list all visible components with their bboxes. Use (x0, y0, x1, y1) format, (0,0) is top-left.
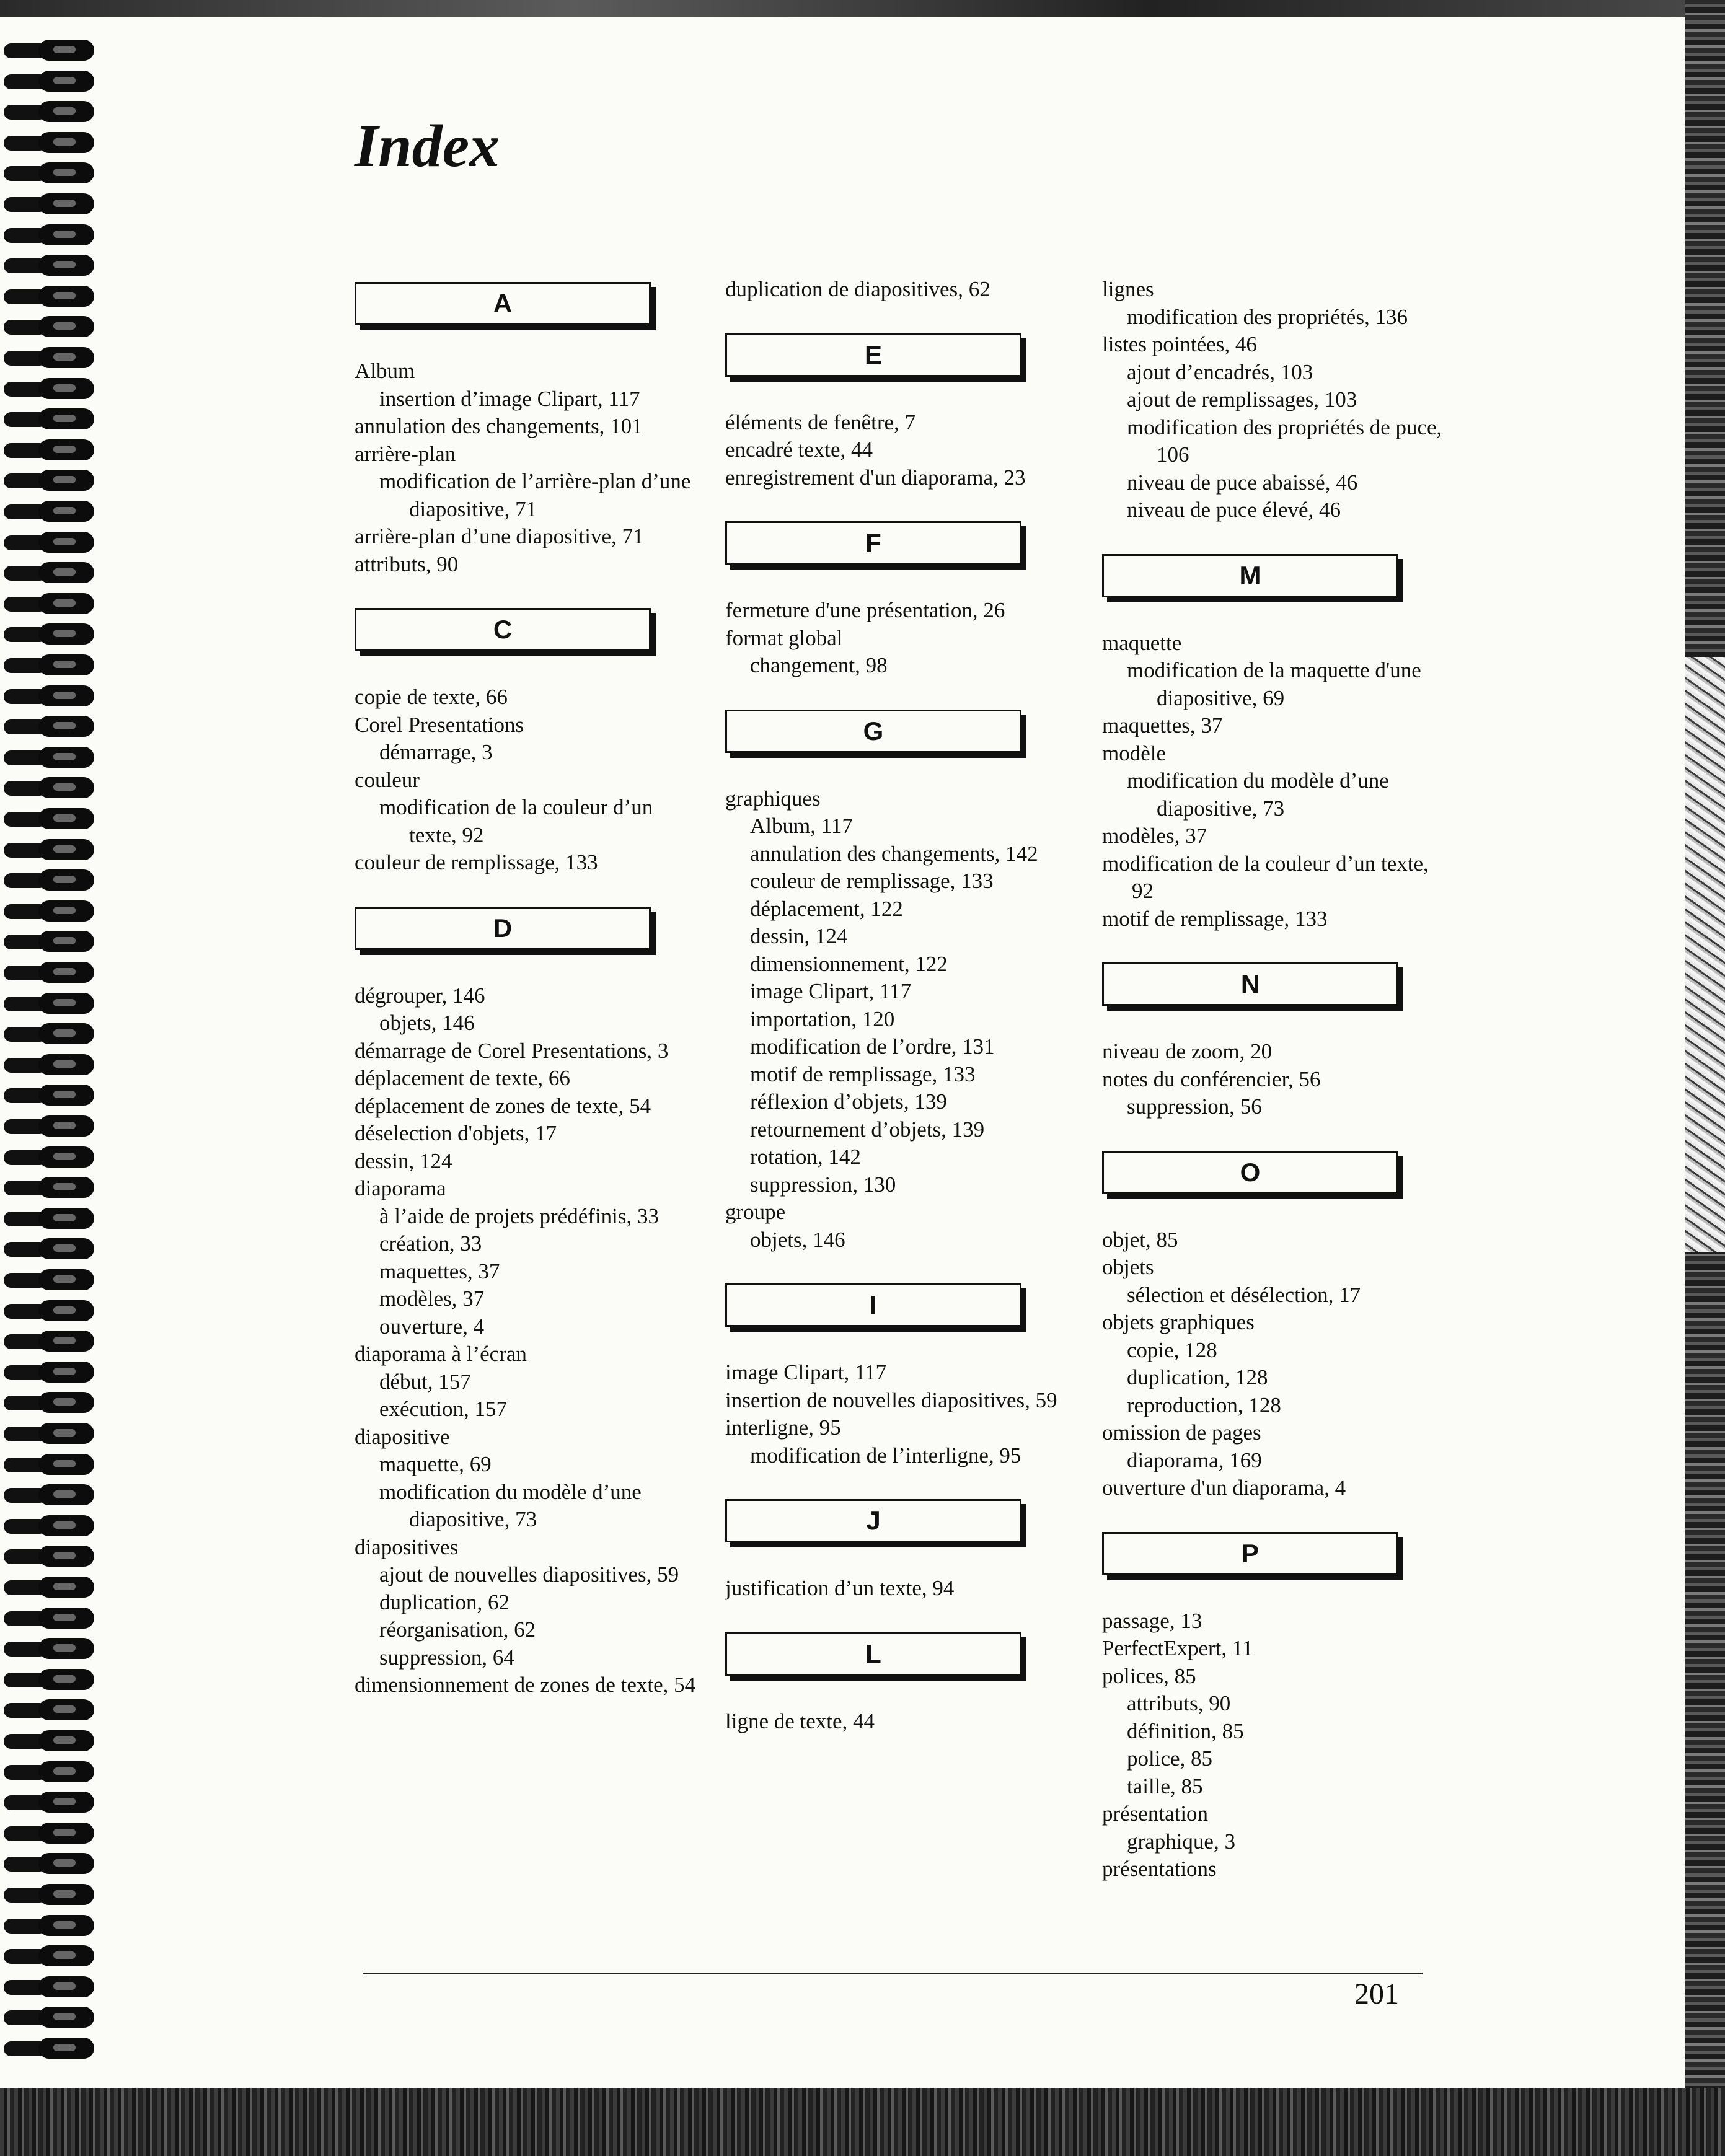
index-subentry: suppression, 64 (379, 1645, 514, 1670)
binding-ring (4, 1267, 94, 1293)
binding-ring (4, 1359, 94, 1385)
index-subentry: suppression, 56 (1127, 1094, 1262, 1119)
binding-ring (4, 37, 94, 63)
binding-ring (4, 2035, 94, 2061)
index-subentry: ouverture, 4 (379, 1314, 485, 1339)
binding-ring (4, 1298, 94, 1324)
binding-ring (4, 1543, 94, 1569)
index-entry: enregistrement d'un diaporama, 23 (725, 465, 1026, 490)
binding-ring (4, 775, 94, 801)
letter-heading-e: E (725, 333, 1021, 377)
binding-ring (4, 498, 94, 524)
index-entry: déplacement de texte, 66 (355, 1066, 570, 1090)
index-subentry: modification de la couleur d’un texte, 92 (379, 795, 653, 847)
index-entry: listes pointées, 46 (1102, 332, 1257, 356)
index-entry-list (1102, 1038, 1449, 1121)
index-entry-list (725, 1575, 1072, 1603)
index-subentry: annulation des changements, 142 (750, 841, 1038, 866)
index-subentry: création, 33 (379, 1231, 482, 1256)
index-entry-list (725, 597, 1072, 680)
index-entry: modèle (1102, 741, 1167, 765)
binding-ring (4, 867, 94, 893)
index-entry: arrière-plan (355, 441, 456, 466)
letter-heading-o: O (1102, 1151, 1398, 1194)
index-entry: dimensionnement de zones de texte, 54 (355, 1673, 696, 1697)
binding-ring (4, 1943, 94, 1969)
index-column-2 (725, 276, 1072, 1765)
index-subentry: insertion d’image Clipart, 117 (379, 386, 640, 411)
index-entry: passage, 13 (1102, 1608, 1202, 1633)
index-entry: motif de remplissage, 133 (1102, 906, 1328, 931)
index-entry: duplication de diapositives, 62 (725, 277, 990, 301)
binding-ring (4, 345, 94, 371)
index-subentry: réorganisation, 62 (379, 1617, 536, 1642)
index-subentry: police, 85 (1127, 1746, 1213, 1771)
page-number: 201 (1354, 1978, 1399, 2010)
index-subentry: déplacement, 122 (750, 896, 903, 921)
binding-ring (4, 1021, 94, 1047)
index-subentry: modification de l’arrière-plan d’une diapositive, 71 (379, 469, 691, 521)
scan-bottom-edge (0, 2088, 1725, 2156)
binding-ring (4, 990, 94, 1016)
index-entry: dégrouper, 146 (355, 983, 485, 1008)
binding-ring (4, 928, 94, 954)
index-subentry: changement, 98 (750, 653, 888, 677)
index-subentry: graphique, 3 (1127, 1829, 1235, 1854)
letter-heading-p: P (1102, 1532, 1398, 1575)
binding-ring (4, 1420, 94, 1446)
letter-heading-g: G (725, 710, 1021, 753)
index-entry-list (1102, 1608, 1449, 1883)
index-entry: ouverture d'un diaporama, 4 (1102, 1476, 1346, 1500)
binding-ring (4, 591, 94, 617)
binding-ring (4, 1451, 94, 1477)
index-subentry: modification des propriétés, 136 (1127, 304, 1408, 329)
index-entry: Corel Presentations (355, 712, 524, 737)
binding-ring (4, 1052, 94, 1078)
index-subentry: attributs, 90 (1127, 1691, 1231, 1715)
index-entry: omission de pages (1102, 1420, 1261, 1445)
binding-ring (4, 283, 94, 309)
index-entry: dessin, 124 (355, 1148, 452, 1173)
index-subentry: Album, 117 (750, 814, 853, 838)
index-entry: diapositives (355, 1534, 459, 1559)
index-entry: modèles, 37 (1102, 824, 1207, 848)
index-subentry: ajout de remplissages, 103 (1127, 387, 1357, 411)
letter-heading-c: C (355, 608, 651, 651)
index-subentry: exécution, 157 (379, 1397, 508, 1421)
index-subentry: objets, 146 (750, 1227, 845, 1252)
index-entry-list (355, 358, 702, 578)
binding-ring (4, 621, 94, 647)
index-entry: arrière-plan d’une diapositive, 71 (355, 524, 644, 548)
index-subentry: retournement d’objets, 139 (750, 1117, 985, 1142)
letter-heading-d: D (355, 907, 651, 950)
index-entry: présentations (1102, 1857, 1217, 1881)
binding-ring (4, 529, 94, 555)
binding-ring (4, 959, 94, 985)
binding-ring (4, 898, 94, 924)
binding-ring (4, 683, 94, 709)
binding-ring (4, 160, 94, 186)
letter-heading-l: L (725, 1632, 1021, 1676)
index-subentry: motif de remplissage, 133 (750, 1062, 976, 1086)
index-entry-list (1102, 276, 1449, 524)
index-subentry: image Clipart, 117 (750, 979, 912, 1003)
index-entry: Album (355, 359, 415, 383)
binding-ring (4, 1389, 94, 1415)
index-entry: justification d’un texte, 94 (725, 1576, 955, 1600)
binding-ring (4, 652, 94, 678)
binding-ring (4, 68, 94, 94)
binding-ring (4, 1820, 94, 1846)
index-entry: PerfectExpert, 11 (1102, 1636, 1253, 1660)
index-entry: attributs, 90 (355, 552, 459, 576)
index-entry-list (725, 785, 1072, 1254)
binding-ring (4, 406, 94, 432)
index-entry: couleur (355, 767, 420, 792)
index-entry-list (725, 276, 1072, 304)
index-entry: insertion de nouvelles diapositives, 59 (725, 1388, 1057, 1412)
index-entry: diaporama (355, 1176, 446, 1200)
index-column-3 (1102, 276, 1449, 1913)
scan-right-noise (1685, 657, 1725, 1252)
binding-ring (4, 806, 94, 832)
index-entry: graphiques (725, 786, 821, 811)
index-subentry: dimensionnement, 122 (750, 951, 948, 976)
index-entry: lignes (1102, 277, 1154, 301)
index-entry: modification de la couleur d’un texte, 92 (1102, 851, 1429, 903)
index-entry: déplacement de zones de texte, 54 (355, 1093, 651, 1118)
index-entry: diaporama à l’écran (355, 1342, 527, 1366)
binding-ring (4, 1082, 94, 1108)
index-subentry: niveau de puce abaissé, 46 (1127, 470, 1358, 495)
index-subentry: maquettes, 37 (379, 1259, 500, 1283)
binding-ring (4, 1513, 94, 1539)
index-entry: format global (725, 625, 843, 650)
binding-ring (4, 1789, 94, 1815)
binding-ring (4, 1666, 94, 1692)
index-column-1 (355, 276, 702, 1729)
index-subentry: ajout de nouvelles diapositives, 59 (379, 1562, 679, 1586)
binding-ring (4, 1174, 94, 1200)
letter-heading-n: N (1102, 962, 1398, 1006)
binding-ring (4, 222, 94, 248)
binding-ring (4, 1635, 94, 1661)
spiral-binding (0, 37, 99, 2082)
index-subentry: modification du modèle d’une diapositive, 73 (379, 1479, 642, 1531)
index-entry: démarrage de Corel Presentations, 3 (355, 1038, 669, 1063)
index-entry-list (355, 982, 702, 1699)
index-subentry: modification de la maquette d'une diapositive, 69 (1127, 658, 1421, 710)
binding-ring (4, 191, 94, 217)
binding-ring (4, 1205, 94, 1231)
binding-ring (4, 467, 94, 493)
index-entry: fermeture d'une présentation, 26 (725, 598, 1005, 622)
binding-ring (4, 560, 94, 586)
index-subentry: définition, 85 (1127, 1718, 1244, 1743)
binding-ring (4, 314, 94, 340)
binding-ring (4, 1482, 94, 1508)
index-subentry: modification de l’ordre, 131 (750, 1034, 995, 1058)
index-entry: présentation (1102, 1802, 1209, 1826)
index-entry-list (1102, 630, 1449, 933)
index-subentry: maquette, 69 (379, 1452, 492, 1476)
index-entry: objet, 85 (1102, 1227, 1178, 1252)
letter-heading-m: M (1102, 554, 1398, 597)
binding-ring (4, 1328, 94, 1354)
index-entry: objets graphiques (1102, 1310, 1255, 1334)
index-subentry: modification de l’interligne, 95 (750, 1443, 1021, 1467)
index-subentry: niveau de puce élevé, 46 (1127, 498, 1341, 522)
index-subentry: couleur de remplissage, 133 (750, 869, 994, 893)
index-subentry: début, 157 (379, 1369, 471, 1394)
binding-ring (4, 99, 94, 125)
index-subentry: réflexion d’objets, 139 (750, 1089, 947, 1114)
index-entry: diapositive (355, 1424, 450, 1449)
footer-rule (363, 1973, 1423, 1974)
letter-heading-i: I (725, 1283, 1021, 1327)
index-entry: maquettes, 37 (1102, 713, 1223, 737)
index-entry: interligne, 95 (725, 1415, 841, 1440)
binding-ring (4, 744, 94, 770)
scan-top-edge (0, 0, 1725, 17)
binding-ring (4, 1728, 94, 1754)
index-entry: notes du conférencier, 56 (1102, 1067, 1321, 1091)
index-entry-list (1102, 1226, 1449, 1502)
index-entry: objets (1102, 1255, 1154, 1279)
index-entry: maquette (1102, 630, 1182, 655)
binding-ring (4, 1574, 94, 1600)
letter-heading-a: A (355, 282, 651, 325)
index-subentry: taille, 85 (1127, 1774, 1203, 1798)
index-entry: niveau de zoom, 20 (1102, 1039, 1273, 1063)
index-subentry: à l’aide de projets prédéfinis, 33 (379, 1203, 659, 1228)
binding-ring (4, 1881, 94, 1907)
index-entry: polices, 85 (1102, 1663, 1196, 1688)
index-entry: image Clipart, 117 (725, 1360, 887, 1384)
index-entry: groupe (725, 1200, 786, 1224)
binding-ring (4, 1236, 94, 1262)
binding-ring (4, 252, 94, 278)
index-subentry: sélection et désélection, 17 (1127, 1282, 1361, 1307)
index-subentry: objets, 146 (379, 1011, 475, 1035)
binding-ring (4, 1974, 94, 2000)
index-subentry: dessin, 124 (750, 924, 848, 948)
index-entry: déselection d'objets, 17 (355, 1121, 557, 1145)
page-title: Index (355, 113, 500, 180)
binding-ring (4, 1697, 94, 1723)
index-entry-list (725, 1708, 1072, 1736)
index-entry-list (355, 684, 702, 877)
index-subentry: duplication, 62 (379, 1590, 510, 1614)
letter-heading-j: J (725, 1499, 1021, 1542)
index-entry-list (725, 1359, 1072, 1469)
index-entry: éléments de fenêtre, 7 (725, 410, 916, 434)
binding-ring (4, 437, 94, 463)
index-entry: copie de texte, 66 (355, 685, 508, 709)
index-subentry: modification du modèle d’une diapositive, 73 (1127, 768, 1389, 821)
binding-ring (4, 1144, 94, 1170)
binding-ring (4, 376, 94, 402)
index-subentry: diaporama, 169 (1127, 1448, 1262, 1472)
binding-ring (4, 713, 94, 739)
index-subentry: copie, 128 (1127, 1337, 1217, 1362)
index-subentry: ajout d’encadrés, 103 (1127, 359, 1313, 384)
binding-ring (4, 1759, 94, 1785)
index-entry-list (725, 409, 1072, 492)
index-subentry: reproduction, 128 (1127, 1393, 1281, 1417)
index-subentry: démarrage, 3 (379, 740, 493, 764)
index-subentry: modification des propriétés de puce, 106 (1127, 415, 1442, 467)
binding-ring (4, 1113, 94, 1139)
index-entry: couleur de remplissage, 133 (355, 850, 598, 874)
index-subentry: rotation, 142 (750, 1145, 861, 1169)
index-entry: encadré texte, 44 (725, 438, 873, 462)
index-entry: ligne de texte, 44 (725, 1709, 875, 1733)
index-subentry: duplication, 128 (1127, 1365, 1268, 1389)
binding-ring (4, 1850, 94, 1877)
binding-ring (4, 837, 94, 863)
letter-heading-f: F (725, 521, 1021, 565)
index-subentry: importation, 120 (750, 1006, 895, 1031)
index-subentry: modèles, 37 (379, 1287, 485, 1311)
binding-ring (4, 130, 94, 156)
binding-ring (4, 1912, 94, 1938)
index-entry: annulation des changements, 101 (355, 414, 643, 438)
index-subentry: suppression, 130 (750, 1172, 896, 1197)
binding-ring (4, 1605, 94, 1631)
binding-ring (4, 2004, 94, 2030)
